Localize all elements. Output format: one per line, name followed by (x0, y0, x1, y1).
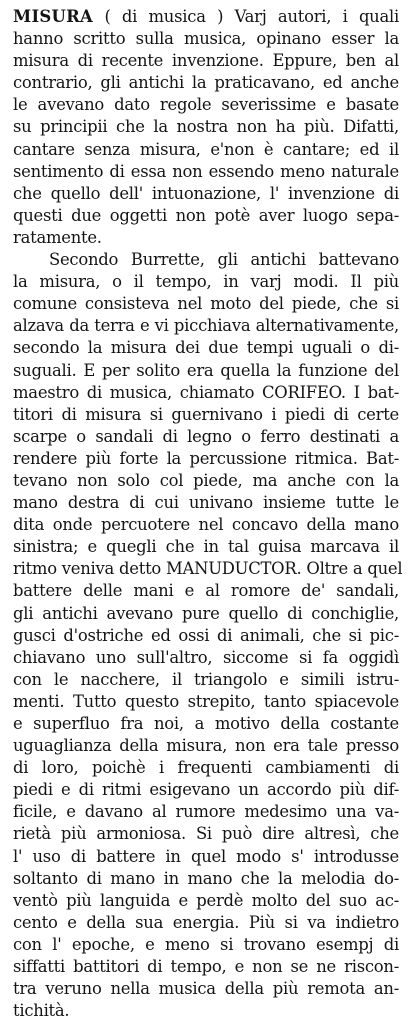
text-line: cento e della sua energia. Più si va indietro (13, 912, 399, 932)
text-line: che quello dell' intuonazione, l' invenzione di (13, 183, 399, 203)
entry-headword: MISURA (13, 7, 94, 26)
text-line: sentimento di essa non essendo meno naturale (13, 161, 399, 181)
text-line: tra veruno nella musica della più remota an- (13, 979, 399, 999)
text-line: menti. Tutto questo strepito, tanto spiacevole (13, 691, 399, 711)
text-line: su principii che la nostra non ha più. Difatti, (13, 117, 399, 137)
text-line: titori di misura si guernivano i piedi di certe (13, 404, 399, 424)
dictionary-entry (13, 6, 403, 1022)
text-line: di loro, poichè i frequenti cambiamenti di (13, 758, 399, 778)
text-line: piedi e di ritmi esigevano un accordo più dif- (13, 780, 399, 800)
text-line: e superfluo fra noi, a motivo della costante (13, 714, 399, 733)
text-line: suguali. E per solito era quella la funzione del (13, 360, 399, 380)
text-line: con l' epoche, e meno si trovano esempj di (13, 934, 399, 954)
text-line: ficile, e davano al rumore medesimo una va- (13, 802, 399, 822)
text-line: secondo la misura dei due tempi uguali o di- (13, 338, 399, 358)
text-line: dita onde percuotere nel concavo della mano (13, 515, 399, 535)
text-line: siffatti battitori di tempo, e non se ne riscon- (13, 957, 399, 977)
text-line: ventò più languida e perdè molto del suo ac- (13, 890, 399, 910)
text-line: chiavano uno sull'altro, siccome si fa oggidì (13, 647, 399, 667)
text-line: misura di recente invenzione. Eppure, ben al (13, 51, 399, 71)
text-line: ratamente. (13, 227, 102, 247)
text-line: Secondo Burrette, gli antichi battevano (49, 250, 399, 270)
text-line: cantare senza misura, e'non è cantare; ed il (13, 139, 399, 159)
paragraph-2 (13, 249, 403, 1022)
text-line: battere delle mani e al romore de' sandali, (13, 581, 399, 601)
text-line: questi due oggetti non potè aver luogo sepa- (13, 205, 399, 225)
text-line: alzava da terra e vi picchiava alternativamente, (13, 316, 399, 336)
text-line: comune consisteva nel moto del piede, che si (13, 294, 399, 314)
text-line: gusci d'ostriche ed ossi di animali, che si pic- (13, 625, 399, 645)
text-line: la misura, o il tempo, in varj modi. Il più (13, 272, 399, 292)
text-line: l' uso di battere in quel modo s' introdusse (13, 846, 399, 866)
text-line: soltanto di mano in mano che la melodia do- (13, 868, 399, 888)
text-line: con le nacchere, il triangolo e simili istru- (13, 669, 399, 689)
text-line: rietà più armoniosa. Si può dire altresì, che (13, 824, 399, 844)
text-line: ritmo veniva detto MANUDUCTOR. Oltre a quel (13, 559, 403, 579)
text-line: le avevano dato regole severissime e basate (13, 95, 399, 115)
text-line: uguaglianza della misura, non era tale presso (13, 736, 399, 756)
text-line: contrario, gli antichi la praticavano, ed anche (13, 73, 399, 93)
text-line: tevano non solo col piede, ma anche con la (13, 470, 399, 490)
text-line: sinistra; e quegli che in tal guisa marcava il (13, 537, 399, 557)
text-line: mano destra di cui univano insieme tutte le (13, 493, 399, 513)
text-line: tichità. (13, 1001, 70, 1021)
text-line-fragment: ( di musica ) Varj autori, i quali (93, 7, 399, 26)
text-line (13, 6, 399, 28)
paragraph-1 (13, 6, 399, 249)
text-line: hanno scritto sulla musica, opinano esser la (13, 29, 399, 49)
text-line: rendere più forte la percussione ritmica. Bat- (13, 448, 399, 468)
text-line: gli antichi avevano pure quello di conchiglie, (13, 603, 399, 623)
text-line: maestro di musica, chiamato CORIFEO. I bat- (13, 382, 399, 402)
text-line: scarpe o sandali di legno o ferro destinati a (13, 426, 399, 446)
